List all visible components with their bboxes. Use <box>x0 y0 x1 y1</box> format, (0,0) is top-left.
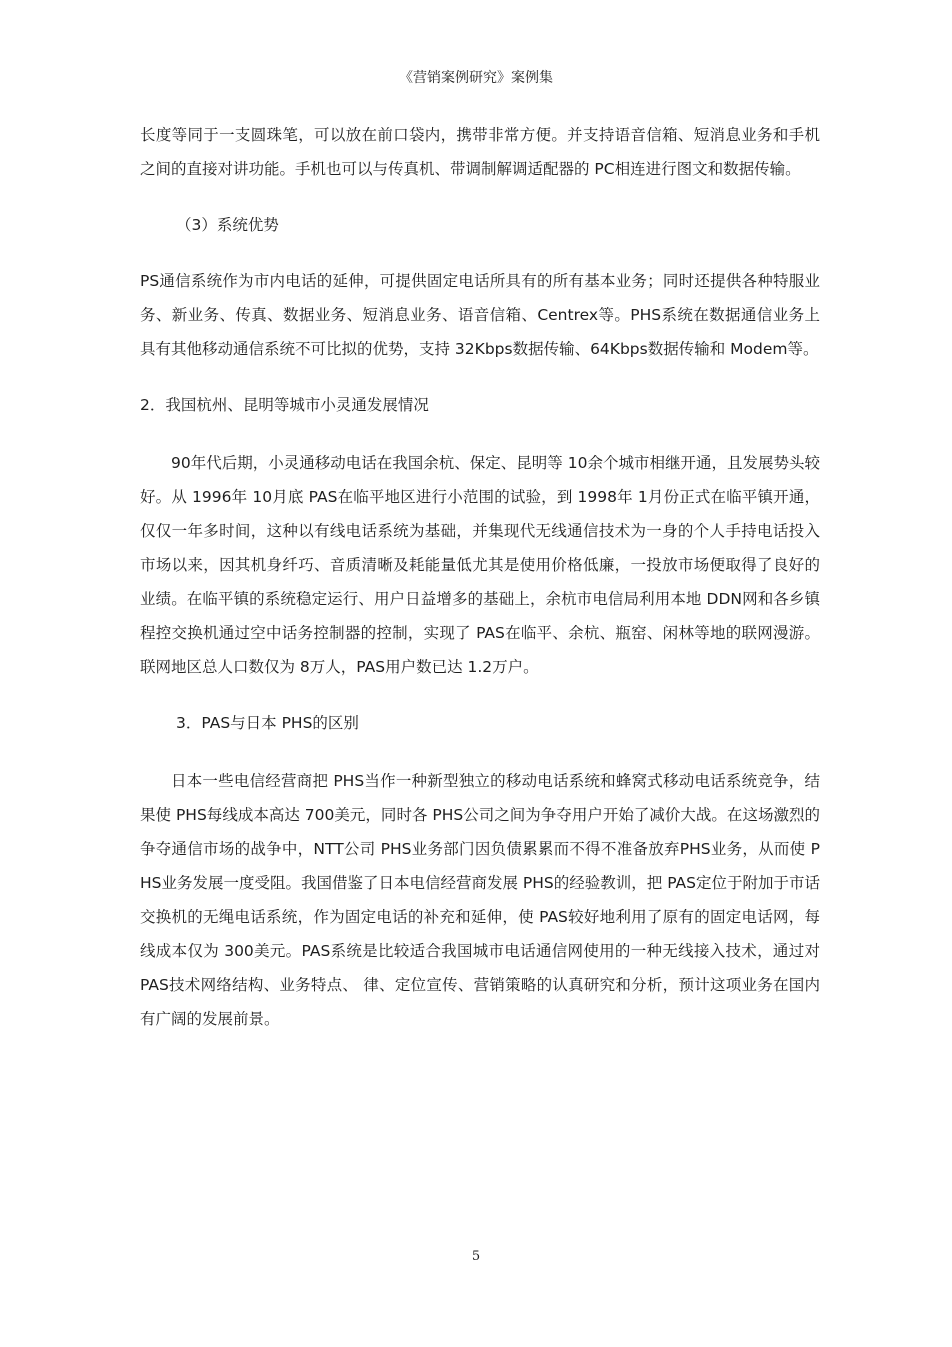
spacer <box>140 684 820 706</box>
heading-domestic-development: 2．我国杭州、昆明等城市小灵通发展情况 <box>140 396 429 414</box>
page-number: 5 <box>471 1249 481 1264</box>
running-header: 《营销案例研究》案例集 <box>399 70 553 86</box>
heading-system-advantages: （3）系统优势 <box>176 216 279 234</box>
page-content <box>140 118 820 1036</box>
spacer <box>140 422 820 446</box>
heading-pas-vs-phs: 3．PAS与日本 PHS的区别 <box>176 714 359 732</box>
paragraph-pas-vs-phs: 日本一些电信经营商把 PHS当作一种新型独立的移动电话系统和蜂窝式移动电话系统竞争，结果使 PHS每线成本高达 700美元，同时各 PHS公司之间为争夺用户开始了减价大战。在这场激烈的争夺通信市场的战争中，NTT公司 PHS业务部门因负债累累而不得不准备放弃PHS业务，从而使 PHS业务发展一度受阻。我国借鉴了日本电信经营商发展 PHS的经验教训，把 PAS定位于附加于市话交换机的无绳电话系统，作为固定电话的补充和延伸，使 PAS较好地利用了原有的固定电话网，每线成本仅为 300美元。PAS系统是比较适合我国城市电话通信网使用的一种无线接入技术，通过对 PAS技术网络结构、业务特点、 律、定位宣传、营销策略的认真研究和分析，预计这项业务在国内有广阔的发展前景。 <box>140 772 820 1028</box>
paragraph-handset-features: 长度等同于一支圆珠笔，可以放在前口袋内，携带非常方便。并支持语音信箱、短消息业务和手机之间的直接对讲功能。手机也可以与传真机、带调制解调适配器的 PC相连进行图文和数据传输。 <box>140 126 820 178</box>
spacer <box>140 242 820 264</box>
paragraph-system-advantages: PS通信系统作为市内电话的延伸，可提供固定电话所具有的所有基本业务；同时还提供各种特服业务、新业务、传真、数据业务、短消息业务、语音信箱、Centrex等。PHS系统在数据通信业务上具有其他移动通信系统不可比拟的优势，支持 32Kbps数据传输、64Kbps数据传输和 Modem等。 <box>140 272 820 358</box>
spacer <box>140 366 820 388</box>
paragraph-domestic-development: 90年代后期，小灵通移动电话在我国余杭、保定、昆明等 10余个城市相继开通，且发展势头较好。从 1996年 10月底 PAS在临平地区进行小范围的试验，到 1998年 1月份正式在临平镇开通，仅仅一年多时间，这种以有线电话系统为基础，并集现代无线通信技术为一身的个人手持电话投入市场以来，因其机身纤巧、音质清晰及耗能量低尤其是使用价格低廉，一投放市场便取得了良好的业绩。在临平镇的系统稳定运行、用户日益增多的基础上，余杭市电信局利用本地 DDN网和各乡镇程控交换机通过空中话务控制器的控制，实现了 PAS在临平、余杭、瓶窑、闲林等地的联网漫游。联网地区总人口数仅为 8万人，PAS用户数已达 1.2万户。 <box>140 454 820 676</box>
spacer <box>140 186 820 208</box>
spacer <box>140 740 820 764</box>
